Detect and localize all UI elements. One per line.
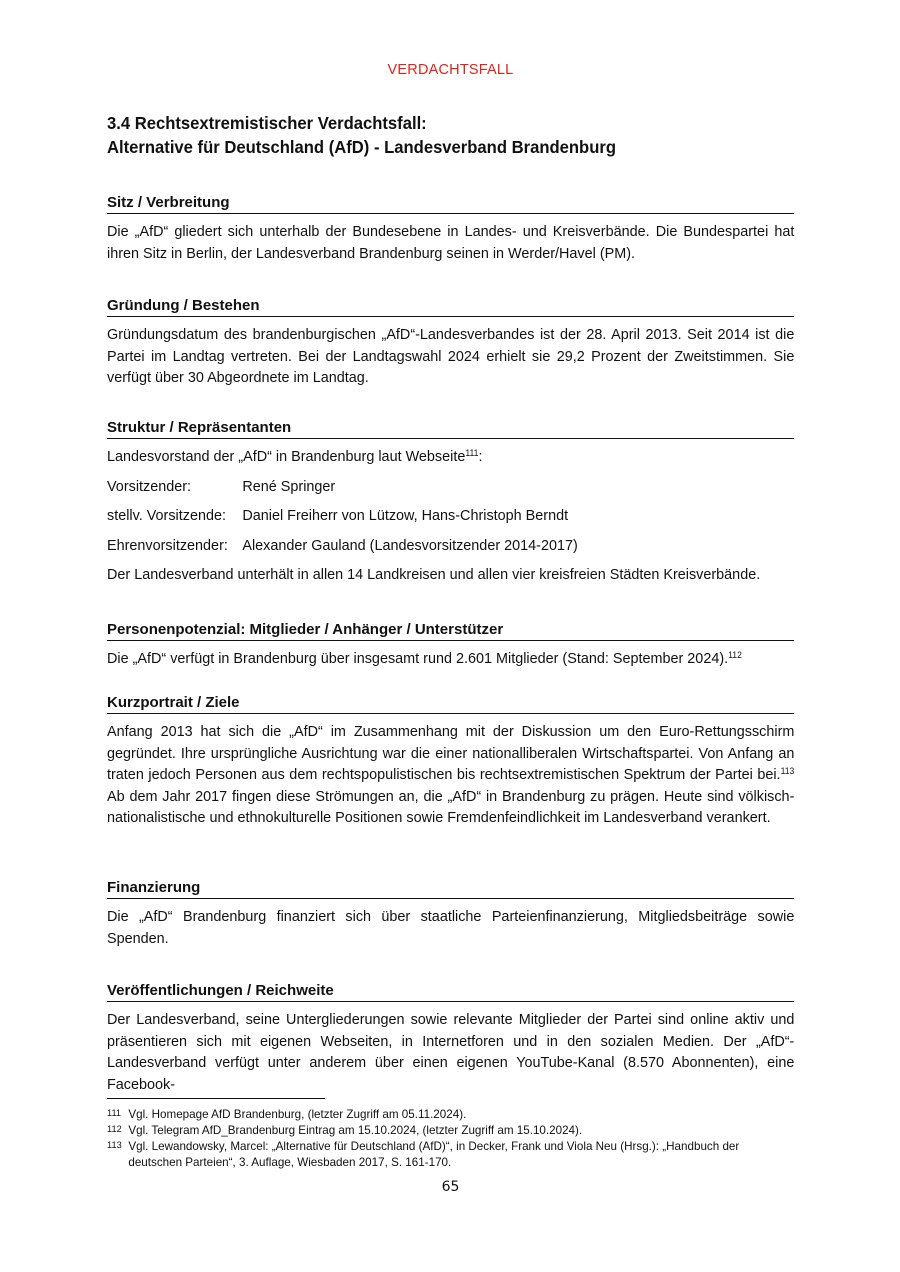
section-heading: Gründung / Bestehen [107, 296, 794, 317]
footnote-ref[interactable]: 112 [728, 650, 742, 660]
footnote [107, 1122, 794, 1138]
footnote-ref[interactable]: 111 [465, 448, 479, 458]
struktur-row-ehrenvorsitzender [107, 535, 794, 557]
section-heading: Kurzportrait / Ziele [107, 693, 794, 714]
row-label: stellv. Vorsitzende: [107, 507, 226, 524]
footnote [107, 1138, 794, 1170]
footnotes [107, 1106, 794, 1170]
row-value: Alexander Gauland (Landesvorsitzender 2014-2017) [242, 536, 578, 554]
struktur-row-vorsitzender [107, 476, 794, 498]
section-text: Anfang 2013 hat sich die „AfD“ im Zusammenhang mit der Diskussion um den Euro-Rettungsschirm gegründet. Ihre ursprüngliche Ausrichtung war die einer nationalliberalen Wirtschaftspartei. Von Anfang an traten jedoch Personen aus dem rechtspopulistischen bis rechtsextremistischen Spektrum der Partei bei.$^{113}$ Ab dem Jahr 2017 fingen diese Strömungen an, die „AfD“ in Brandenburg zu prägen. Heute sind völkisch-nationalistische und ethnokulturelle Positionen sowie Fremdenfeindlichkeit im Landesverband verankert. [107, 723, 795, 826]
section-text: Gründungsdatum des brandenburgischen „AfD“-Landesverbandes ist der 28. April 2013. Seit 2014 ist die Partei im Landtag vertreten. Bei der Landtagswahl 2024 erhielt sie 29,2 Prozent der Zweitstimmen. Sie verfügt über 30 Abgeordnete im Landtag. [107, 326, 795, 386]
section-heading: Sitz / Verbreitung [107, 193, 794, 214]
chapter-title-line-1: 3.4 Rechtsextremistischer Verdachtsfall: [107, 113, 427, 133]
section-heading: Struktur / Repräsentanten [107, 418, 794, 439]
footnote [107, 1106, 794, 1122]
footnote-text: Vgl. Telegram AfD_Brandenburg Eintrag am 15.10.2024, (letzter Zugriff am 15.10.2024). [128, 1123, 583, 1137]
section-text: Die „AfD“ Brandenburg finanziert sich über staatliche Parteienfinanzierung, Mitgliedsbeiträge sowie Spenden. [107, 908, 795, 947]
row-value: Daniel Freiherr von Lützow, Hans-Christoph Berndt [242, 507, 569, 524]
struktur-outro: Der Landesverband unterhält in allen 14 Landkreisen und allen vier kreisfreien Städten Kreisverbände. [107, 566, 761, 583]
section-heading: Personenpotenzial: Mitglieder / Anhänger / Unterstützer [107, 620, 794, 641]
footnote-divider [107, 1098, 325, 1099]
section-text: Die „AfD“ gliedert sich unterhalb der Bundesebene in Landes- und Kreisverbände. Die Bundespartei hat ihren Sitz in Berlin, der Landesverband Brandenburg seinen in Werder/Havel (PM). [107, 223, 795, 262]
footnote-ref[interactable]: 113 [780, 766, 795, 776]
row-label: Ehrenvorsitzender: [107, 536, 228, 554]
intro-text: Landesvorstand der „AfD“ in Brandenburg laut Webseite$^{111}$: [107, 448, 483, 465]
footnote-text: Vgl. Lewandowsky, Marcel: „Alternative für Deutschland (AfD)“, in Decker, Frank und Viola Neu (Hrsg.): „Handbuch der deutschen Parteien“, 3. Auflage, Wiesbaden 2017, S. 161-170. [128, 1139, 740, 1169]
footnote-number: 113 [107, 1140, 122, 1151]
row-value: René Springer [242, 477, 336, 495]
section-heading: Veröffentlichungen / Reichweite [107, 981, 794, 1002]
struktur-intro [107, 446, 794, 468]
section-text: Die „AfD“ verfügt in Brandenburg über insgesamt rund 2.601 Mitglieder (Stand: September 2024).$^{112}$ [107, 650, 742, 667]
footnote-text: Vgl. Homepage AfD Brandenburg, (letzter Zugriff am 05.11.2024). [128, 1107, 467, 1121]
struktur-row-stellv [107, 505, 794, 527]
section-finanzierung [107, 878, 794, 949]
footnote-number: 111 [107, 1108, 122, 1119]
section-kurzportrait [107, 693, 794, 829]
section-text: Der Landesverband, seine Untergliederungen sowie relevante Mitglieder der Partei sind online aktiv und präsentieren sich mit eigenen Webseiten, in Internetforen und in den sozialen Medien. Der „AfD“-Landesverband verfügt unter anderem über einen eigenen YouTube-Kanal (8.570 Abonnenten), eine Facebook- [107, 1011, 795, 1093]
running-head: VERDACHTSFALL [387, 62, 514, 78]
chapter-title-line-2: Alternative für Deutschland (AfD) - Landesverband Brandenburg [107, 137, 616, 157]
footnote-number: 112 [107, 1124, 122, 1135]
section-personenpotenzial [107, 620, 794, 670]
section-gruendung [107, 296, 794, 389]
section-struktur [107, 418, 794, 594]
section-sitz [107, 193, 794, 264]
row-label: Vorsitzender: [107, 477, 192, 495]
chapter-title [107, 111, 760, 159]
section-heading: Finanzierung [107, 878, 794, 899]
page-number: 65 [441, 1179, 460, 1195]
section-veroeffentlichungen [107, 981, 794, 1095]
document-page [107, 0, 794, 1272]
